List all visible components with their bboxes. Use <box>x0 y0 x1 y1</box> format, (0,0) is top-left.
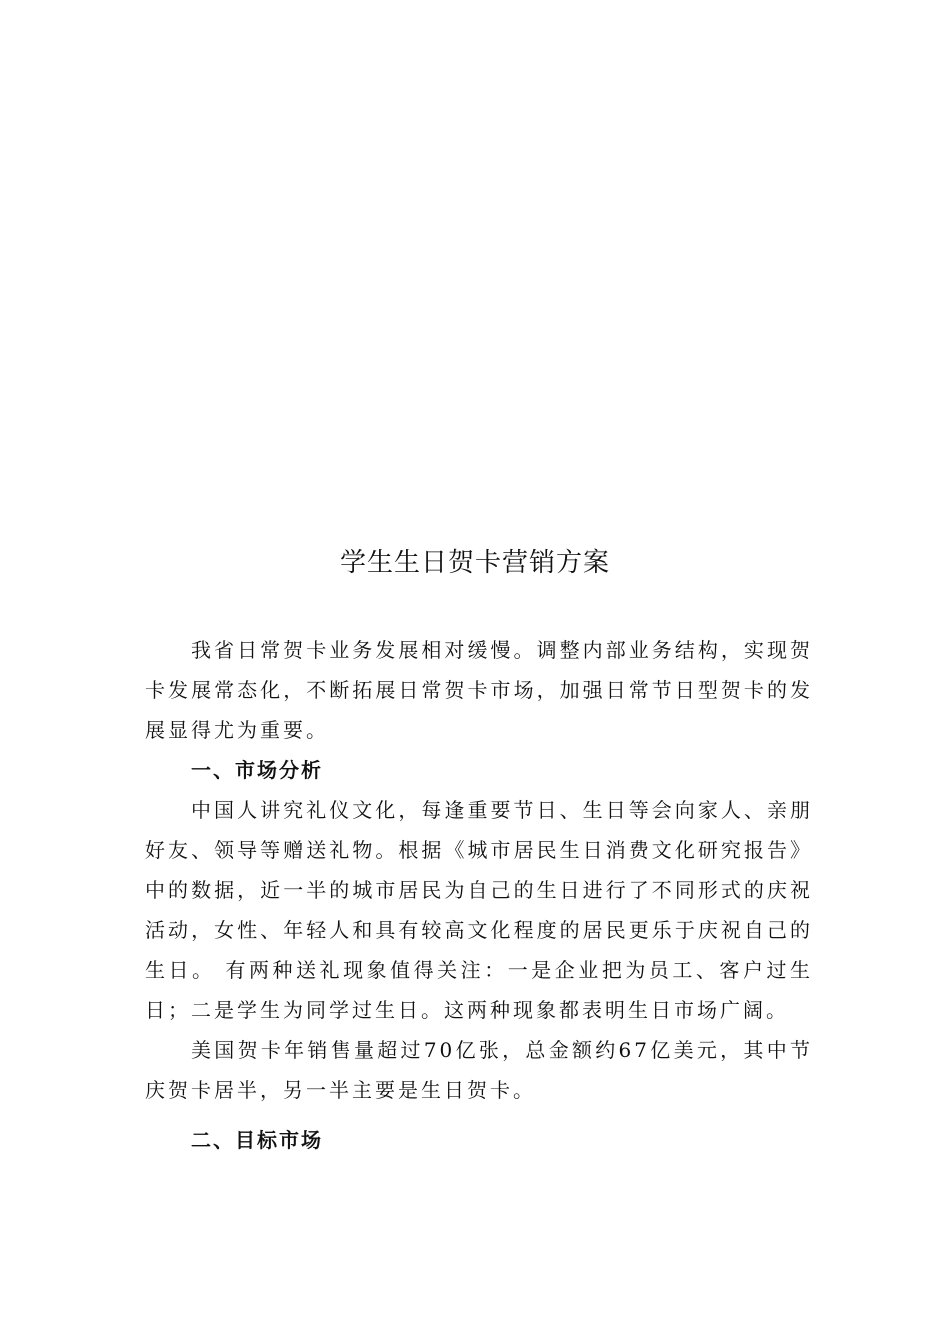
paragraph-spacer <box>145 1110 813 1120</box>
section-heading-target-market: 二、目标市场 <box>191 1128 323 1152</box>
document-title: 学生生日贺卡营销方案 <box>339 548 610 578</box>
section-heading-market-analysis: 一、市场分析 <box>191 758 323 782</box>
document-body <box>145 630 813 1160</box>
intro-paragraph: 我省日常贺卡业务发展相对缓慢。调整内部业务结构，实现贺卡发展常态化，不断拓展日常贺卡市场，加强日常节日型贺卡的发展显得尤为重要。 <box>145 638 813 742</box>
market-analysis-paragraph-1: 中国人讲究礼仪文化，每逢重要节日、生日等会向家人、亲朋好友、领导等赠送礼物。根据《城市居民生日消费文化研究报告》中的数据，近一半的城市居民为自己的生日进行了不同形式的庆祝活动，女性、年轻人和具有较高文化程度的居民更乐于庆祝自己的生日。 有两种送礼现象值得关注：一是企业把为员工、客户过生日；二是学生为同学过生日。这两种现象都表明生日市场广阔。 <box>145 798 813 1022</box>
market-analysis-paragraph-2: 美国贺卡年销售量超过70亿张，总金额约67亿美元，其中节庆贺卡居半，另一半主要是生日贺卡。 <box>145 1038 813 1102</box>
